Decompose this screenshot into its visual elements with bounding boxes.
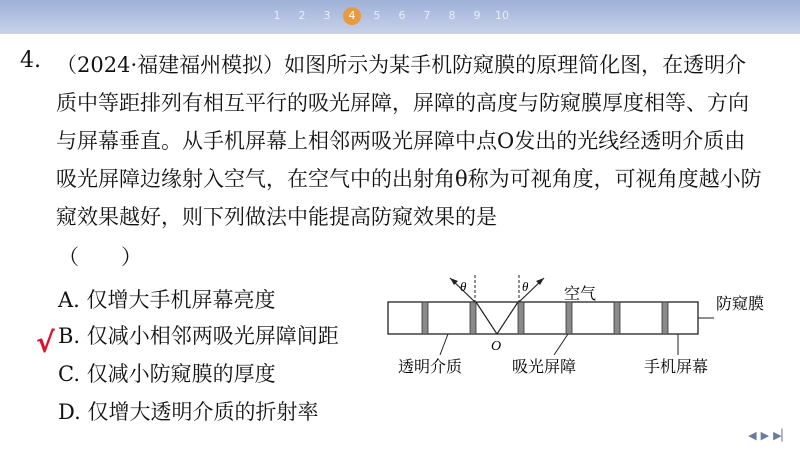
- barrier: [422, 302, 428, 334]
- option-label: C.: [58, 362, 80, 386]
- page-7-button[interactable]: 7: [423, 9, 431, 22]
- option-text: 仅减小相邻两吸光屏障间距: [86, 324, 339, 348]
- screen-label: 手机屏幕: [644, 357, 709, 376]
- answer-parentheses: （ ）: [58, 245, 142, 269]
- point-o-label: O: [491, 339, 502, 354]
- page-9-button[interactable]: 9: [473, 9, 481, 22]
- slide-nav-controls: [748, 429, 790, 442]
- anti-peep-film-diagram: [378, 275, 788, 385]
- page-8-button[interactable]: 8: [448, 9, 456, 22]
- option-label: B.: [58, 324, 81, 348]
- film-strip: [388, 302, 698, 334]
- barrier: [470, 302, 476, 334]
- page-pager: [268, 7, 511, 27]
- barrier: [518, 302, 524, 334]
- medium-leader-line: [440, 334, 448, 355]
- page-4-button[interactable]: 4: [343, 7, 361, 25]
- page-5-button[interactable]: 5: [373, 9, 381, 22]
- question-stem: （2024·福建福州模拟）如图所示为某手机防窥膜的原理简化图，在透明介质中等距排列有相互平行的吸光屏障，屏障的高度与防窥膜厚度相等、方向与屏幕垂直。从手机屏幕上相邻两吸光屏障中点O发出的光线经透明介质由吸光屏障边缘射入空气，在空气中的出射角θ称为可视角度，可视角度越小防窥效果越好，则下列做法中能提高防窥效果的是: [56, 53, 762, 229]
- page-10-button[interactable]: 10: [495, 9, 509, 22]
- play-icon[interactable]: ▶: [760, 429, 770, 442]
- option-text: 仅增大透明介质的折射率: [87, 400, 319, 424]
- air-label: 空气: [564, 284, 597, 303]
- page-2-button[interactable]: 2: [298, 9, 306, 22]
- next-slide-icon[interactable]: ▶▏: [773, 429, 790, 442]
- prev-slide-icon[interactable]: ◀: [748, 429, 757, 442]
- page-1-button[interactable]: 1: [273, 9, 281, 22]
- option-text: 仅增大手机屏幕亮度: [86, 288, 276, 312]
- angle-label-left: θ: [460, 279, 467, 294]
- barrier: [662, 302, 668, 334]
- option-label: D.: [58, 400, 81, 424]
- barrier-label: 吸光屏障: [512, 357, 577, 376]
- barrier-leader-line: [554, 334, 568, 355]
- option-a: [58, 284, 276, 314]
- medium-label: 透明介质: [398, 357, 463, 376]
- slide-navigation-bar: [0, 0, 800, 34]
- option-b: [58, 320, 339, 350]
- film-label: 防窥膜: [716, 294, 765, 313]
- option-c: [58, 358, 276, 388]
- page-6-button[interactable]: 6: [398, 9, 406, 22]
- angle-label-right: θ: [522, 279, 529, 294]
- option-d: [58, 396, 318, 426]
- option-text: 仅减小防窥膜的厚度: [86, 362, 276, 386]
- barrier: [566, 302, 572, 334]
- question-number: 4.: [20, 48, 41, 73]
- check-mark-icon: √: [36, 326, 55, 359]
- barrier: [614, 302, 620, 334]
- page-3-button[interactable]: 3: [323, 9, 331, 22]
- option-label: A.: [58, 288, 80, 312]
